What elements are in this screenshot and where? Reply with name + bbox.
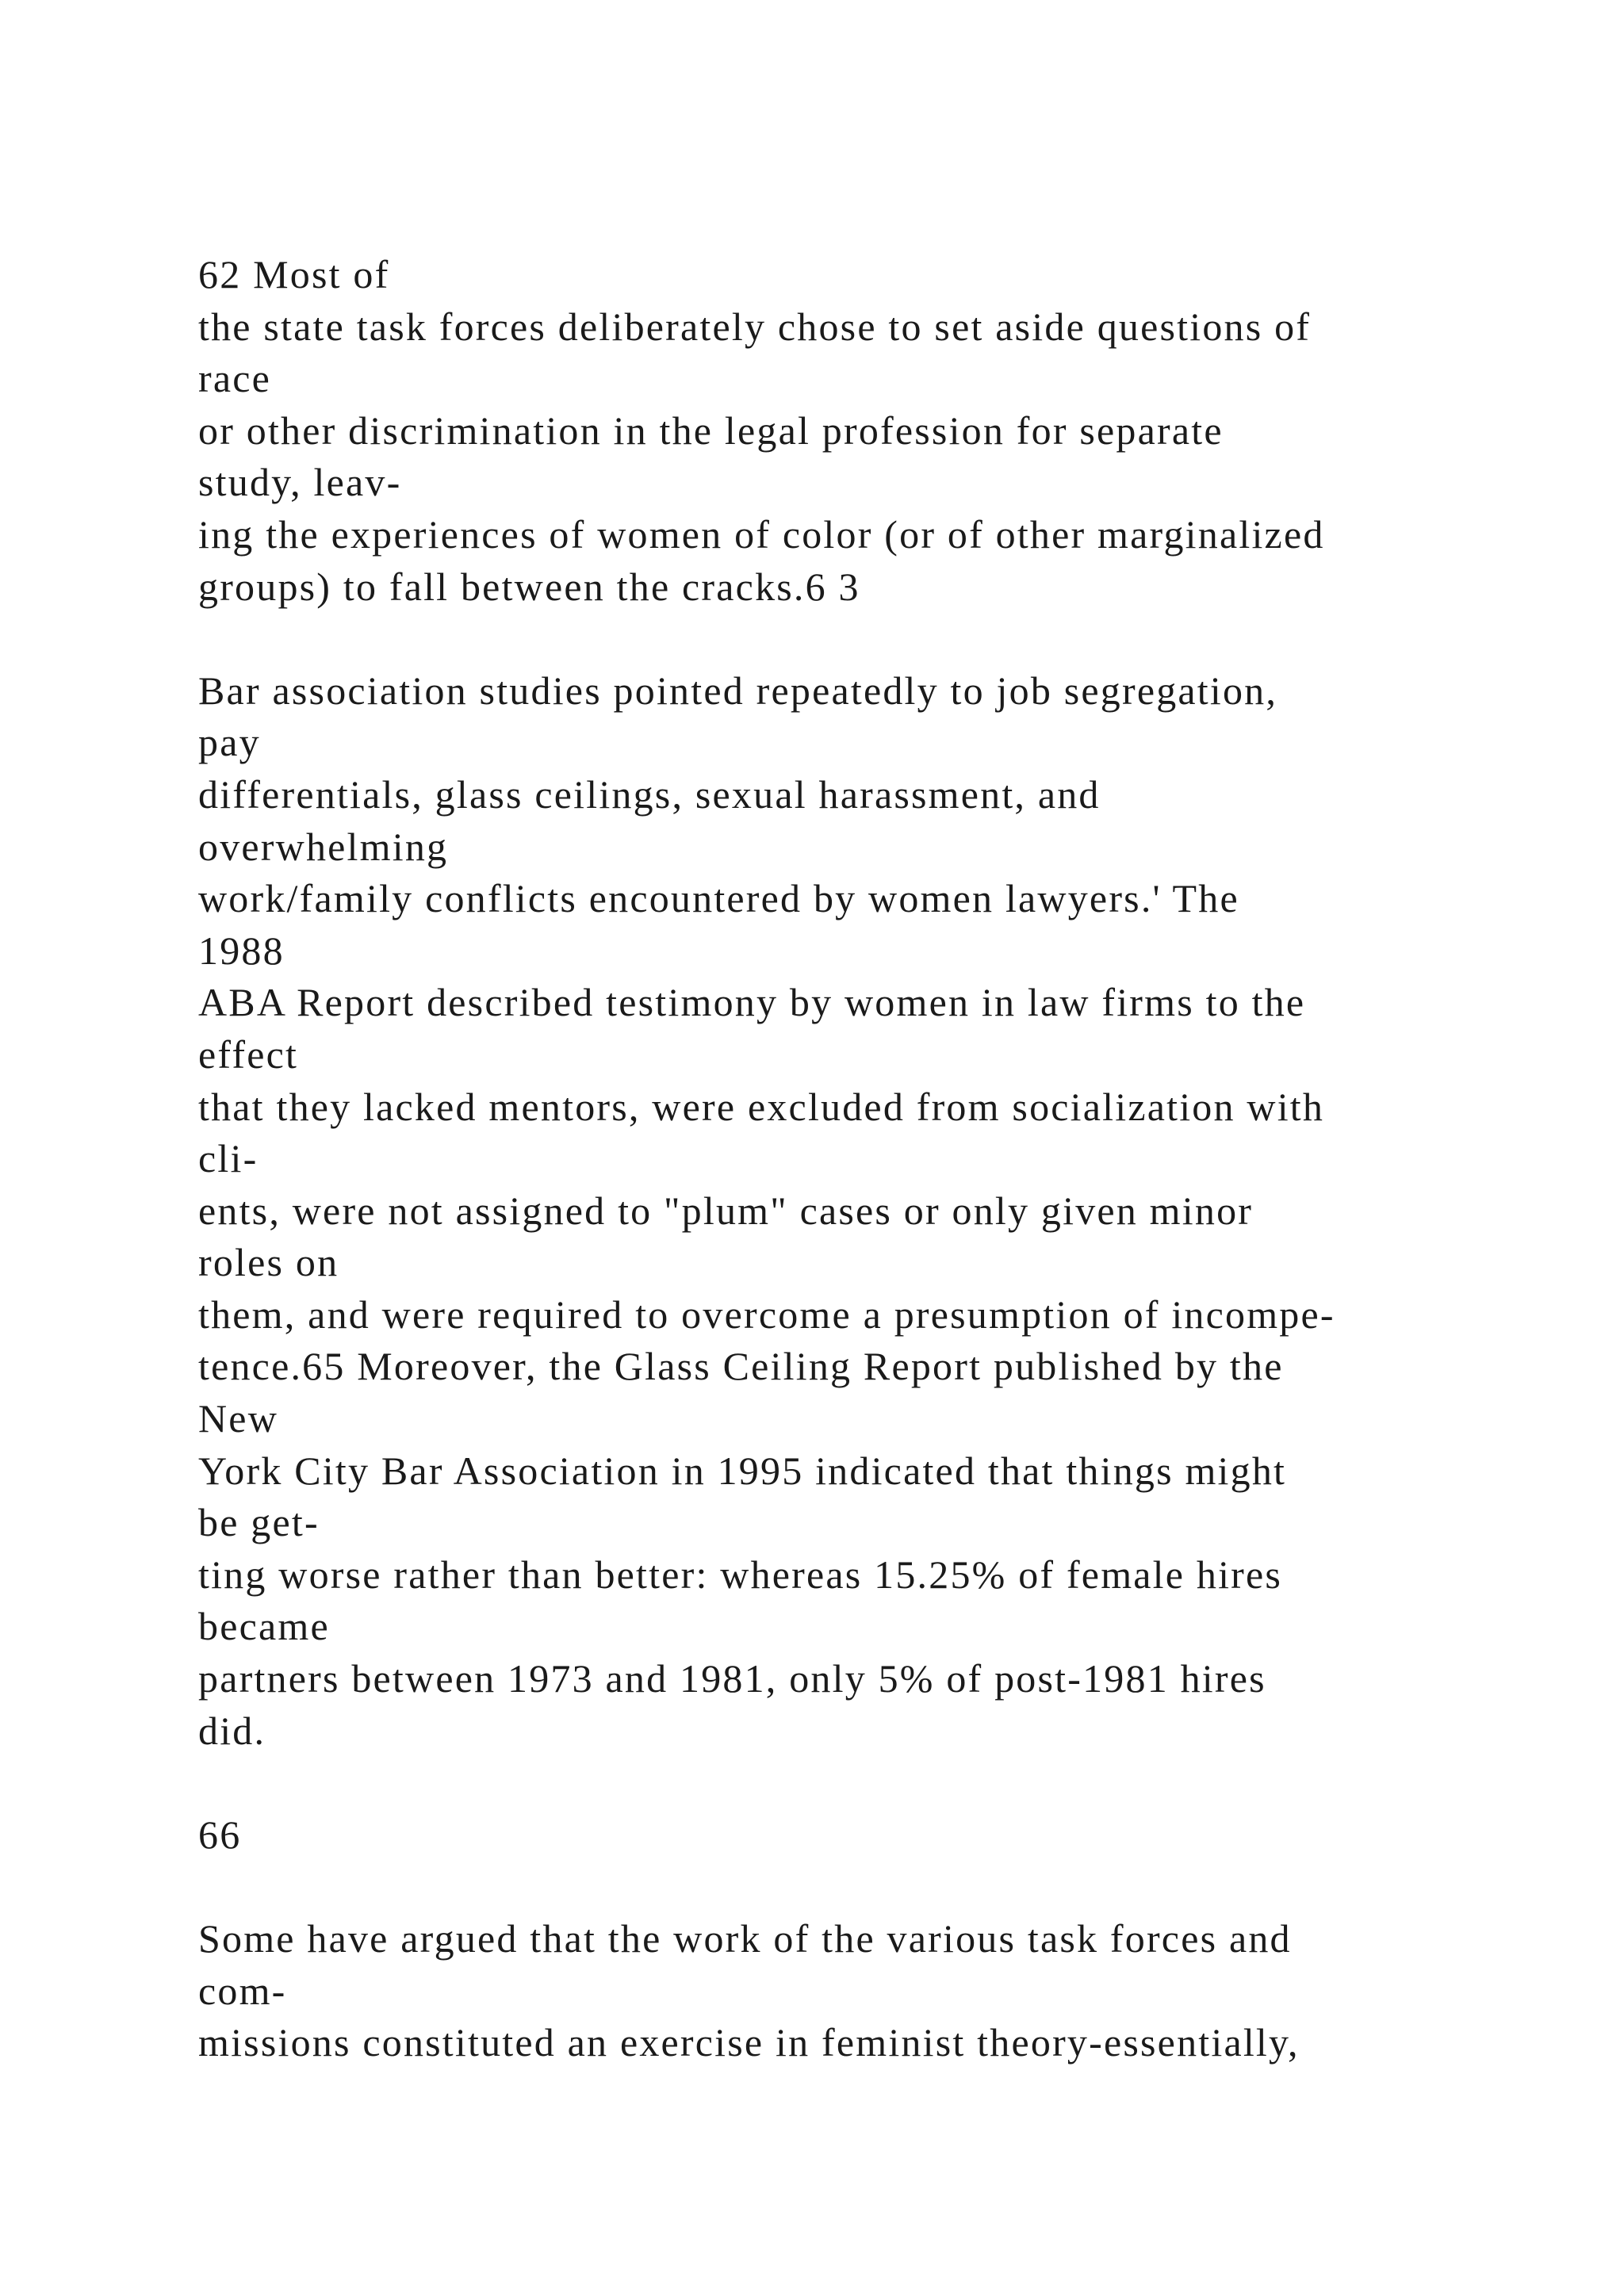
paragraph-break [198,613,1546,665]
text-line: did. [198,1708,266,1753]
text-line: ABA Report described testimony by women in law firms to the [198,980,1306,1025]
text-line: missions constituted an exercise in feminist theory-essentially, [198,2020,1300,2065]
text-line: be get- [198,1500,320,1545]
text-line: ing the experiences of women of color (or of other marginalized [198,511,1325,557]
text-line: Bar association studies pointed repeatedly to job segregation, [198,668,1278,713]
text-line: cli- [198,1136,259,1181]
text-line: study, leav- [198,460,402,505]
text-line: effect [198,1031,299,1077]
text-line: com- [198,1968,287,2013]
paragraph-break [198,1861,1546,1913]
text-line: New [198,1396,279,1441]
text-line: them, and were required to overcome a presumption of incompe- [198,1292,1335,1337]
body-text [198,249,1546,2069]
text-line: pay [198,720,261,765]
text-line: Some have argued that the work of the various task forces and [198,1916,1292,1961]
text-line: roles on [198,1240,339,1285]
footnote-number: 66 [198,1812,242,1857]
text-line: the state task forces deliberately chose to set aside questions of [198,304,1312,349]
text-line: work/family conflicts encountered by women lawyers.' The [198,876,1239,921]
text-line: 62 Most of [198,252,390,297]
text-line: partners between 1973 and 1981, only 5% of post-1981 hires [198,1656,1266,1701]
text-line: or other discrimination in the legal profession for separate [198,408,1224,453]
text-line: became [198,1604,330,1649]
text-line: race [198,356,272,401]
text-line: York City Bar Association in 1995 indicated that things might [198,1448,1287,1493]
text-line: overwhelming [198,824,449,869]
paragraph-break [198,1757,1546,1809]
text-line: groups) to fall between the cracks.6 3 [198,564,860,609]
text-line: ting worse rather than better: whereas 15.25% of female hires [198,1552,1283,1597]
text-line: that they lacked mentors, were excluded from socialization with [198,1084,1325,1129]
text-line: 1988 [198,928,285,973]
text-line: ents, were not assigned to "plum" cases or only given minor [198,1188,1254,1233]
text-line: differentials, glass ceilings, sexual harassment, and [198,771,1101,817]
text-line: tence.65 Moreover, the Glass Ceiling Report published by the [198,1344,1284,1389]
